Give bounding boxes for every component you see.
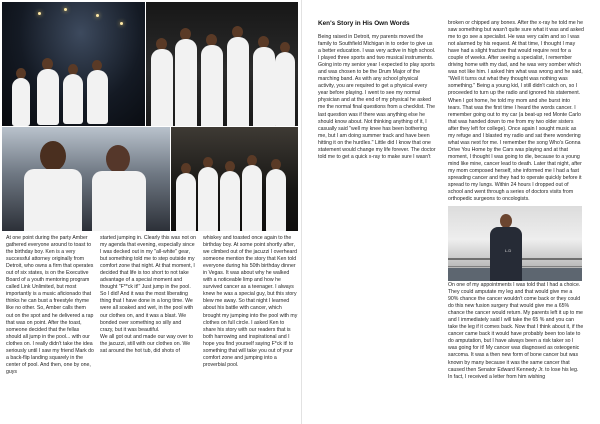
party-photo-night (2, 2, 145, 126)
left-column-2 (100, 235, 196, 421)
paragraph: broken or chipped any bones. After the x-ray he told me he saw something but wasn't quite sure what it was and asked me to go see a specialist. He was very calm and so I was not alarmed by his request. At that time, I thought I may have had a slight fracture that would require rest for a couple of weeks. After seeing a specialist, I remember driving home with my dad, and he was very somber which was not like him. I asked him what was wrong and he said, "Well it turns out what they thought was nothing was something." Being a young kid, I still didn't catch on, so I proceeded to turn up the radio and ignored his statement. When I got home, he told my mom and she burst into tears. That was the first time I heard the words cancer. I remember going out to my car (a beat-up red Monte Carlo that was handed down to me from my two older sisters after they left for college). Once again I sought music as my refuge and I blasted my radio and sat there wondering what was next for me. I remember the song Who's Gonna Drive You Home by the Cars was playing and at that moment, I thought I was going to die, because to a young mind like mine, cancer lead to death. Later that night, after my mom composed herself, she informed me I had a fast spreading cancer and they had to operate quickly before it spread to my lungs. Within 24 hours I dropped out of school and went through a series of doctors visits from orthopedic surgeons to oncologists. (448, 20, 584, 203)
photo-caption: L.D (505, 248, 512, 253)
party-photo-men-closeup (2, 127, 170, 231)
party-photo-group-women (146, 2, 298, 126)
paragraph: Being raised in Detroit, my parents moved the family to Southfield Michigan in to order to give us a better education. I was very active in high school. I played three sports and two musical instruments. Going into my senior year I expected to play sports and was chosen to be the Drum Major of the marching band. As with any school physical activity, you are required to get a physical every year before playing. I went to see my normal physician and at the end of my physical he asked me the normal final questions from a checklist. The last question was if there was anything else he should know about. Not thinking anything of it, I casually said "well my knee has been bothering me, but I am doing summer track and have been hitting it on the hurdles." Little did I know that one statement would change my life forever. The doctor told me to get a quick x-ray to make sure I wasn't (318, 34, 436, 160)
right-column-1 (318, 34, 436, 414)
paragraph: started jumping in. Clearly this was not on my agenda that evening, especially since I was decked out in my "all-white" gear, but something told me to step outside my comfort zone that night. At that moment, I decided that life is too short to not take advantage of a special moment and thought "F**ck it!" Just jump in the pool. So I did! And it was the most liberating thing that I have done in a long time. We were all soaked and wet, in the pool with our clothes on, and it was a blast. We bonded over something so silly and crazy, but it was beautiful. We all got out and made our way over to the jacuzzi, still with our clothes on. We sat around the hot tub, did shots of (100, 235, 196, 354)
paragraph: At one point during the party Amber gathered everyone around to toast to the birthday boy. Ken is a very successful attorney originally from Detroit, who owns a firm that operates out of six states, is on the Executive Board of a youth mentoring program called Link Unlimited, but most importantly is a music aficionado that thinks he can bust a freestyle rhyme like no other. So, Amber calls them out on the spot and he delivered a rap that was on point. After the toast, someone decided that the fellas should all jump in the pool... with our clothes on. I really didn't take the idea seriously until I saw my friend Mark do a back-flip landing squarely in the center of pool. And then, one by one, guys (6, 235, 94, 375)
left-column-3 (203, 235, 298, 421)
paragraph: On one of my appointments I was told that I had a choice. They could amputate my leg and that would give me a 90% chance the cancer wouldn't come back or they could do this new fusion surgery that would give me a 65% chance the cancer would return. My parents left it up to me and I immediately said I will take the 65 % and you can take the leg if it comes back. Now that I think about it, if the cancer came back it would have probably been too late to do amputation, but I have always been a risk taker so I was going for it! My cancer was diagnosed as osteogenic sarcoma. It was a then new form of bone cancer but was known by many because it was the same cancer that caused then Senator Edward Kennedy Jr. to lose his leg. In fact, I received a letter from him wishing (448, 282, 584, 380)
ken-portrait-photo (448, 206, 582, 281)
party-photo-group-men (171, 127, 298, 231)
story-title: Ken's Story in His Own Words (318, 20, 410, 27)
right-column-3 (448, 282, 584, 418)
left-column-1 (6, 235, 94, 421)
right-column-2 (448, 20, 584, 204)
paragraph: whiskey and toasted once again to the birthday boy. At some point shortly after, we climbed out of the jacuzzi I overheard someone mention the story that Ken told everyone during his 50th birthday dinner in Vegas. It was about why he walked with a noticeable limp and how he survived cancer as a teenager. I always knew he was a special guy, but this story blew me away. So that night I learned about his battle with cancer, which brought my jumping into the pool with my clothes on full circle. I asked Ken to share his story with our readers that is both harrowing and inspirational and I hope you find yourself saying F*ck it! to something that will take you out of your comfort zone and jumping into a proverbial pool. (203, 235, 298, 368)
page-gutter (301, 0, 302, 424)
